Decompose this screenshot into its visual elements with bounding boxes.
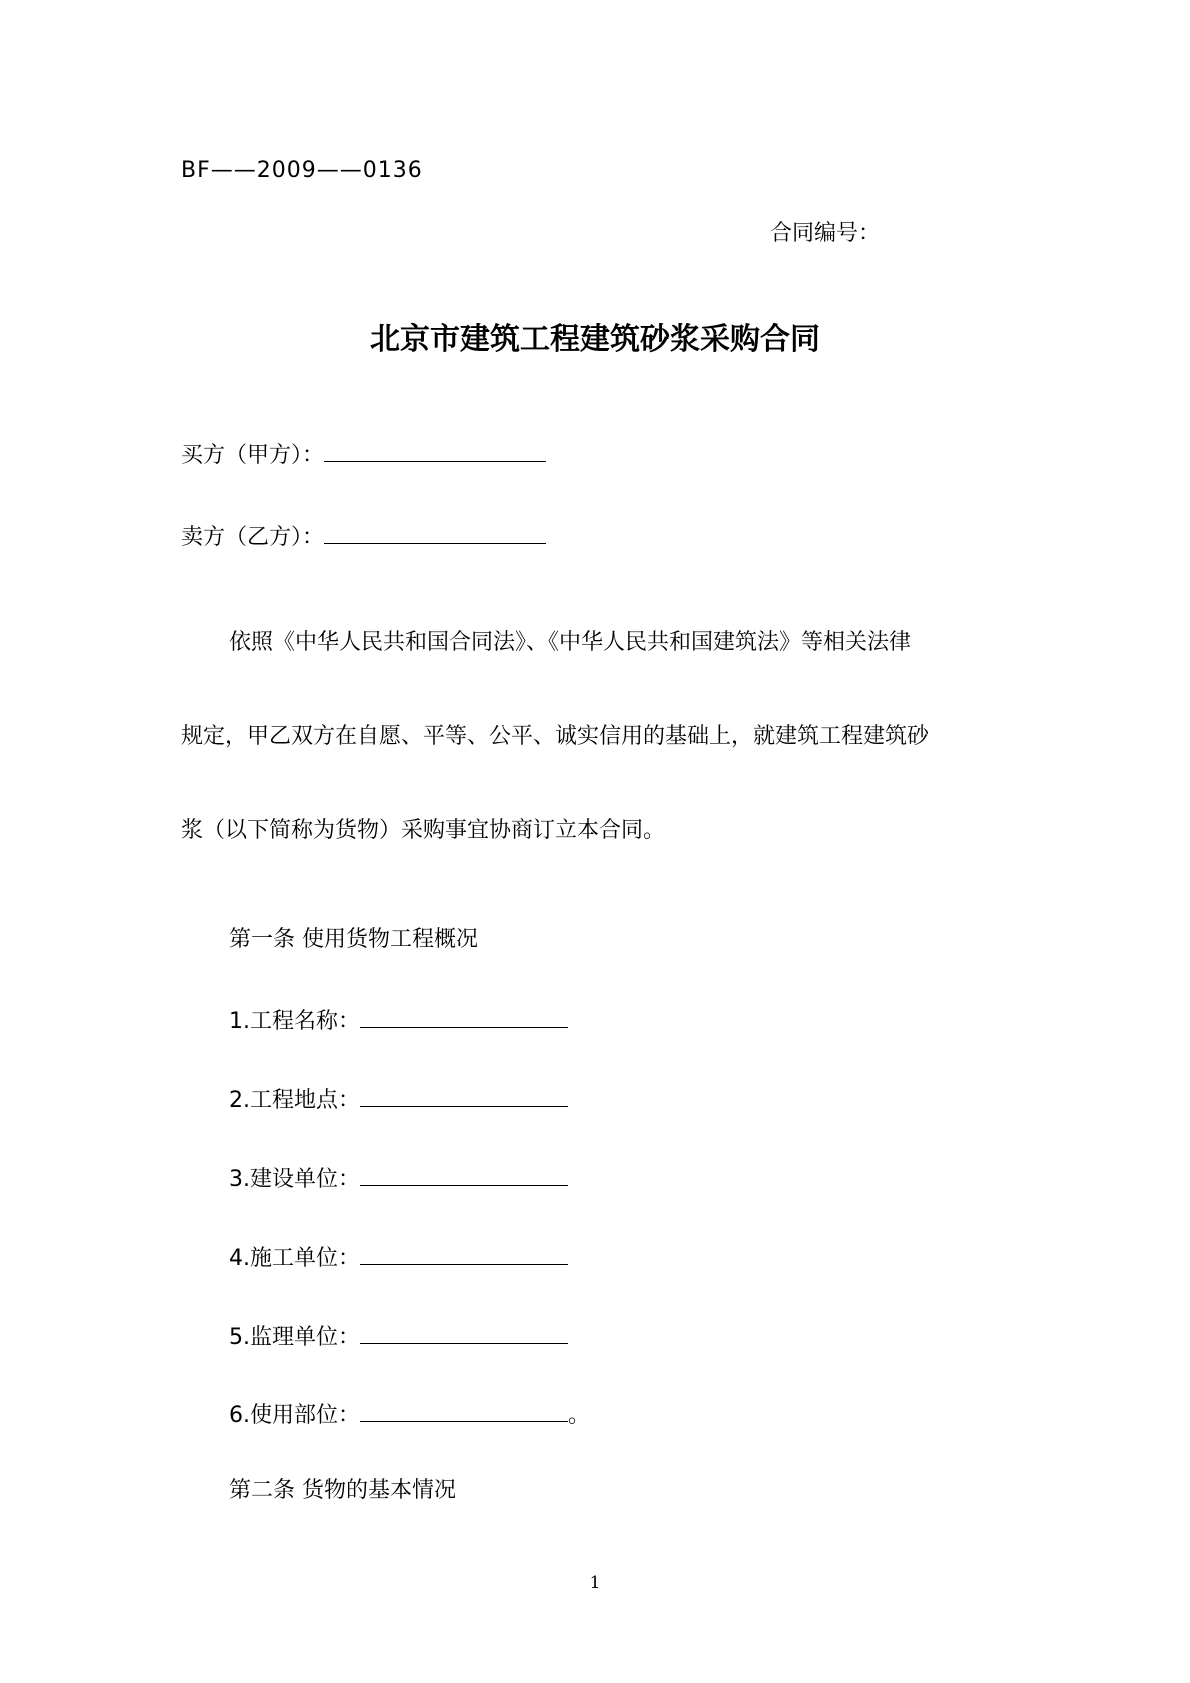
preamble-line-3: 浆（以下简称为货物）采购事宜协商订立本合同。: [181, 818, 666, 843]
preamble-line-2: 规定，甲乙双方在自愿、平等、公平、诚实信用的基础上，就建筑工程建筑砂: [181, 724, 930, 749]
contract-number-label: 合同编号：: [770, 221, 881, 246]
buyer-blank[interactable]: [324, 437, 546, 462]
seller-line: [181, 519, 546, 553]
article-1-item-6: [229, 1397, 590, 1431]
item-label: 5.监理单位：: [229, 1325, 360, 1350]
page-number: 1: [589, 1573, 601, 1593]
article-1-item-2: [229, 1082, 568, 1116]
preamble-line-1: 依照《中华人民共和国合同法》、《中华人民共和国建筑法》等相关法律: [229, 630, 912, 655]
item-label: 3.建设单位：: [229, 1167, 360, 1192]
project-name-blank[interactable]: [360, 1003, 568, 1028]
item-suffix: 。: [568, 1403, 591, 1428]
usage-location-blank[interactable]: [360, 1397, 568, 1422]
article-1-item-4: [229, 1240, 568, 1274]
contractor-unit-blank[interactable]: [360, 1240, 568, 1265]
item-label: 1.工程名称：: [229, 1009, 360, 1034]
document-title: 北京市建筑工程建筑砂浆采购合同: [370, 322, 820, 357]
buyer-label: 买方（甲方）：: [181, 443, 325, 468]
document-code: BF——2009——0136: [181, 158, 423, 183]
seller-blank[interactable]: [324, 519, 546, 544]
construction-unit-blank[interactable]: [360, 1161, 568, 1186]
item-label: 2.工程地点：: [229, 1088, 360, 1113]
article-1-item-5: [229, 1319, 568, 1353]
supervision-unit-blank[interactable]: [360, 1319, 568, 1344]
project-location-blank[interactable]: [360, 1082, 568, 1107]
article-2-heading: 第二条 货物的基本情况: [229, 1478, 456, 1503]
article-1-item-3: [229, 1161, 568, 1195]
article-1-item-1: [229, 1003, 568, 1037]
article-1-heading: 第一条 使用货物工程概况: [229, 927, 478, 952]
item-label: 6.使用部位：: [229, 1403, 360, 1428]
buyer-line: [181, 437, 546, 471]
item-label: 4.施工单位：: [229, 1246, 360, 1271]
seller-label: 卖方（乙方）：: [181, 525, 325, 550]
